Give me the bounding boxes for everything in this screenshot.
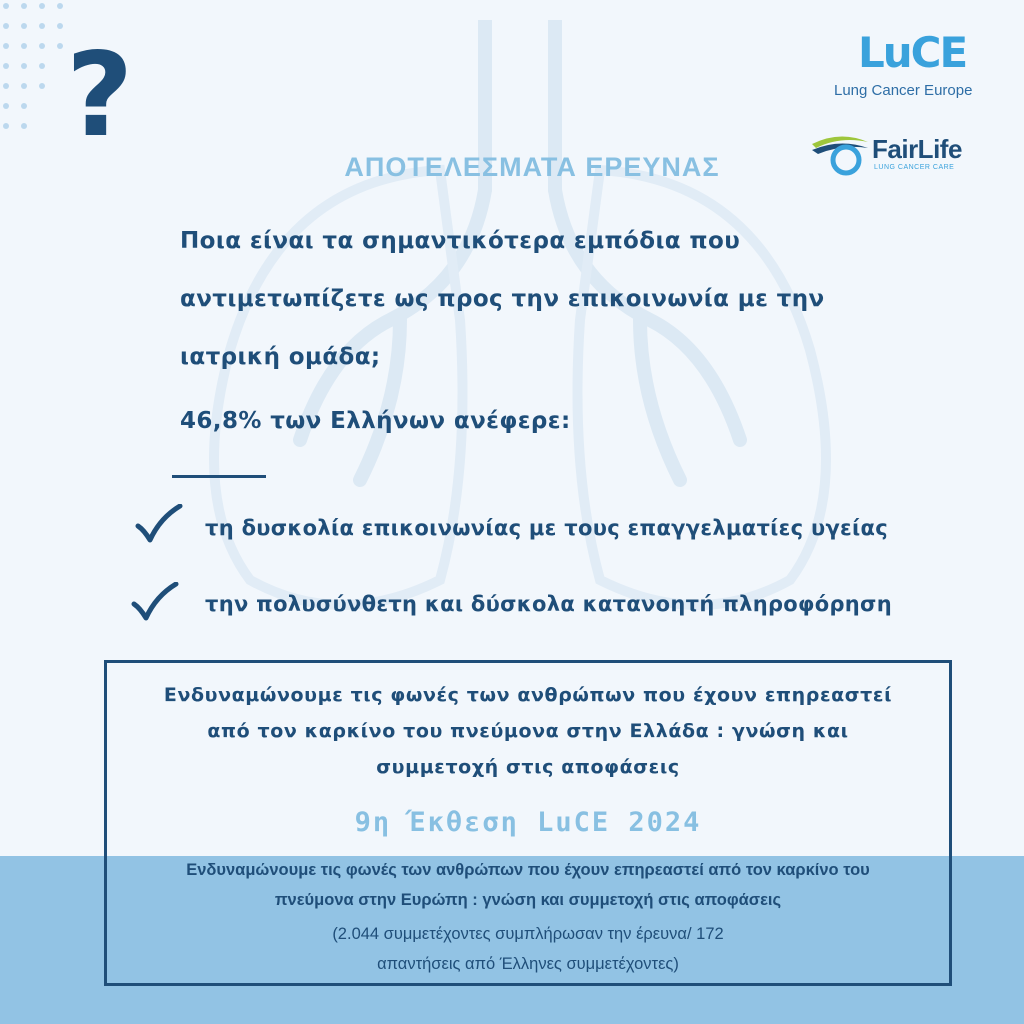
report-edition: 9η Έκθεση LuCE 2024 <box>354 807 702 838</box>
question-mark-icon: ? <box>66 28 134 163</box>
report-greek-title-line: Ενδυναμώνουμε τις φωνές των ανθρώπων που έχουν επηρεαστεί <box>163 684 893 706</box>
report-greek-title <box>107 677 949 785</box>
divider-line <box>172 475 266 478</box>
report-european-title-line: πνεύμονα στην Ευρώπη : γνώση και συμμετοχή στις αποφάσεις <box>274 891 782 909</box>
finding-item: την πολυσύνθετη και δύσκολα κατανοητή πληροφόρηση <box>205 592 892 616</box>
report-european-title-line: Ενδυναμώνουμε τις φωνές των ανθρώπων που έχουν επηρεαστεί από τον καρκίνο του <box>186 861 870 879</box>
survey-question-line: ιατρική ομάδα; <box>180 344 381 370</box>
stat-statement: 46,8% των Ελλήνων ανέφερε: <box>180 408 571 434</box>
participants-note <box>107 919 949 979</box>
fairlife-logo-text: FairLife <box>872 134 962 164</box>
checkmark-icon <box>134 504 184 546</box>
page-heading: ΑΠΟΤΕΛΕΣΜΑΤΑ ΕΡΕΥΝΑΣ <box>344 152 720 182</box>
report-info-box <box>104 660 952 986</box>
fairlife-logo-tagline: LUNG CANCER CARE <box>874 164 955 171</box>
report-greek-title-line: από τον καρκίνο του πνεύμονα στην Ελλάδα : γνώση και <box>207 720 849 742</box>
luce-logo-mark: LuCE <box>858 28 967 77</box>
finding-item: τη δυσκολία επικοινωνίας με τους επαγγελματίες υγείας <box>205 516 889 540</box>
survey-question-line: αντιμετωπίζετε ως προς την επικοινωνία με την <box>180 286 825 312</box>
luce-logo-text: Lung Cancer Europe <box>834 82 973 99</box>
participants-note-line: απαντήσεις από Έλληνες συμμετέχοντες) <box>377 955 679 973</box>
checkmark-icon <box>130 582 180 624</box>
report-european-title <box>107 855 949 915</box>
survey-question-line: Ποια είναι τα σημαντικότερα εμπόδια που <box>180 228 741 254</box>
report-greek-title-line: συμμετοχή στις αποφάσεις <box>376 756 680 778</box>
luce-logo <box>834 28 974 108</box>
participants-note-line: (2.044 συμμετέχοντες συμπλήρωσαν την έρευνα/ 172 <box>332 925 724 943</box>
survey-question <box>180 212 920 386</box>
